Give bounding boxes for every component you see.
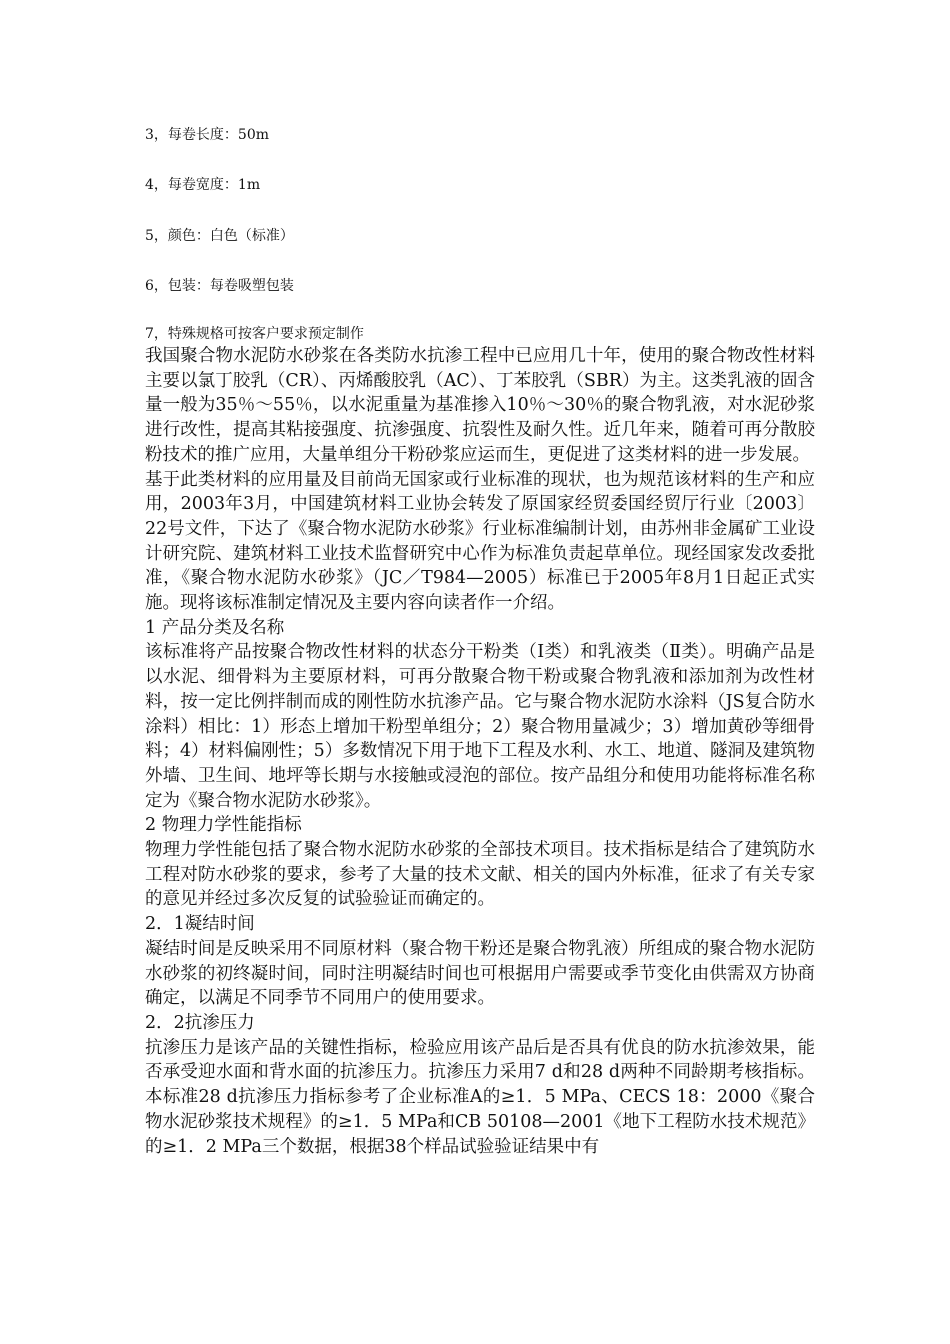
paragraph-setting-time: 凝结时间是反映采用不同原材料（聚合物干粉还是聚合物乳液）所组成的聚合物水泥防水砂浆的初终凝时间，同时注明凝结时间也可根据用户需要或季节变化由供需双方协商确定，以满足不同季节不同用户的使用要求。 bbox=[145, 938, 815, 1009]
subsection-heading-setting-time: 2．1凝结时间 bbox=[145, 914, 255, 935]
paragraph-classification: 该标准将产品按聚合物改性材料的状态分干粉类（Ⅰ类）和乳液类（Ⅱ类）。明确产品是以水泥、细骨料为主要原材料，可再分散聚合物干粉或聚合物乳液和添加剂为改性材料，按一定比例拌制而成的刚性防水抗渗产品。它与聚合物水泥防水涂料（JS复合防水涂料）相比：1）形态上增加干粉型单组分；2）聚合物用量减少；3）增加黄砂等细骨料；4）材料偏刚性；5）多数情况下用于地下工程及水利、水工、地道、隧洞及建筑物外墙、卫生间、地坪等长期与水接触或浸泡的部位。按产品组分和使用功能将标准名称定为《聚合物水泥防水砂浆》。 bbox=[145, 642, 815, 811]
section-heading-classification: 1 产品分类及名称 bbox=[145, 617, 285, 638]
spec-line-custom: 7，特殊规格可按客户要求预定制作 bbox=[145, 326, 364, 342]
paragraph-intro: 我国聚合物水泥防水砂浆在各类防水抗渗工程中已应用几十年，使用的聚合物改性材料主要以氯丁胶乳（CR）、丙烯酸胶乳（AC）、丁苯胶乳（SBR）为主。这类乳液的固含量一般为35％～55％，以水泥重量为基准掺入10％～30％的聚合物乳液，对水泥砂浆进行改性，提高其粘接强度、抗渗强度、抗裂性及耐久性。近几年来，随着可再分散胶粉技术的推广应用，大量单组分干粉砂浆应运而生，更促进了这类材料的进一步发展。 bbox=[145, 346, 815, 465]
section-heading-performance: 2 物理力学性能指标 bbox=[145, 815, 302, 836]
paragraph-background: 基于此类材料的应用量及目前尚无国家或行业标准的现状，也为规范该材料的生产和应用，2003年3月，中国建筑材料工业协会转发了原国家经贸委国经贸厅行业〔2003〕22号文件，下达了《聚合物水泥防水砂浆》行业标准编制计划，由苏州非金属矿工业设计研究院、建筑材料工业技术监督研究中心作为标准负责起草单位。现经国家发改委批准，《聚合物水泥防水砂浆》（JC／T984—2005）标准已于2005年8月1日起正式实施。现将该标准制定情况及主要内容向读者作一介绍。 bbox=[145, 469, 815, 614]
paragraph-performance: 物理力学性能包括了聚合物水泥防水砂浆的全部技术项目。技术指标是结合了建筑防水工程对防水砂浆的要求，参考了大量的技术文献、相关的国内外标准，征求了有关专家的意见并经过多次反复的试验验证而确定的。 bbox=[145, 840, 815, 910]
spec-line-length: 3，每卷长度：50m bbox=[145, 127, 269, 143]
spec-line-color: 5，颜色：白色（标准） bbox=[145, 228, 294, 244]
paragraph-impermeability: 抗渗压力是该产品的关键性指标，检验应用该产品后是否具有优良的防水抗渗效果，能否承受迎水面和背水面的抗渗压力。抗渗压力采用7 d和28 d两种不同龄期考核指标。本标准28 d抗渗压力指标参考了企业标准A的≥1．5 MPa、CECS 18：2000《聚合物水泥砂浆技术规程》的≥1．5 MPa和CB 50108—2001《地下工程防水技术规范》的≥1．2 MPa三个数据，根据38个样品试验验证结果中有 bbox=[145, 1037, 815, 1157]
subsection-heading-impermeability: 2．2抗渗压力 bbox=[145, 1012, 255, 1033]
article-body bbox=[145, 344, 815, 1159]
spec-line-width: 4，每卷宽度：1m bbox=[145, 177, 261, 193]
spec-line-packaging: 6，包装：每卷吸塑包装 bbox=[145, 278, 294, 294]
